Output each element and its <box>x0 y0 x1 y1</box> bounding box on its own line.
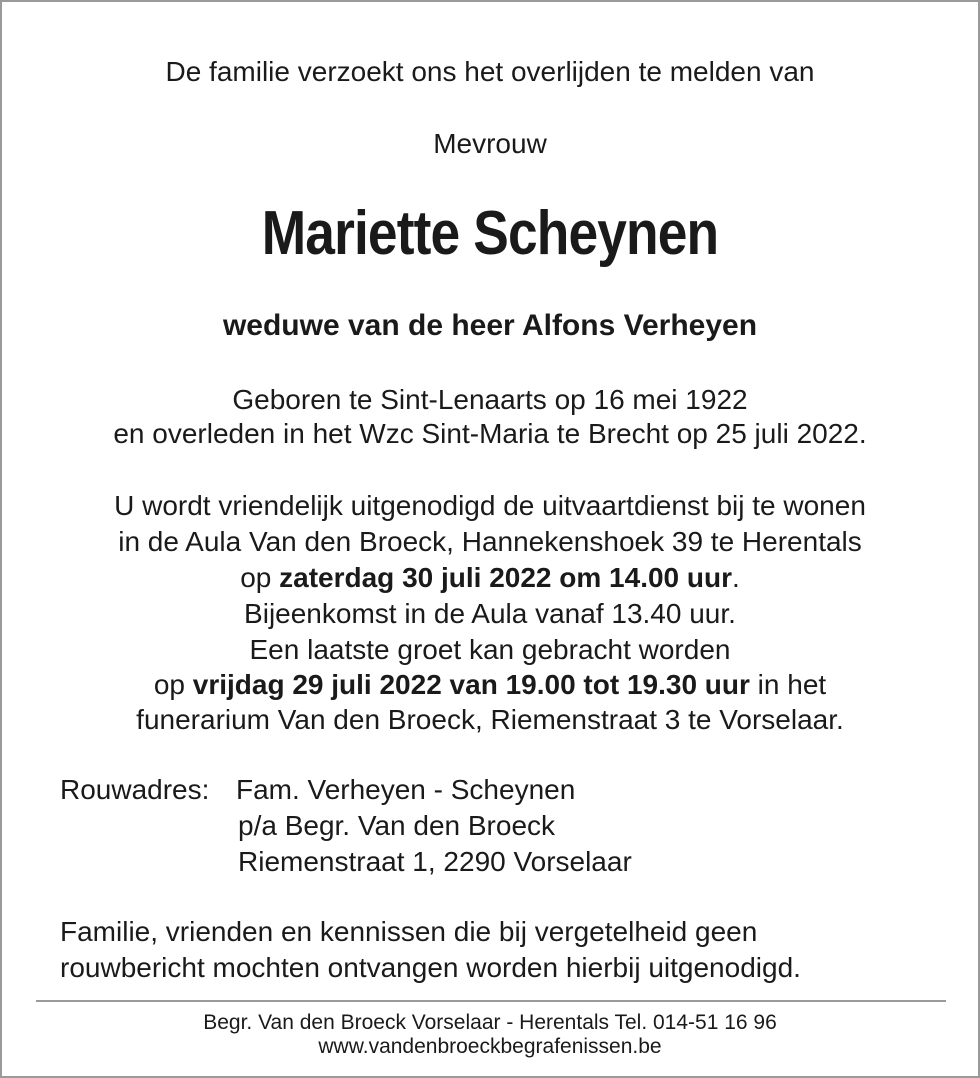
funeral-suffix: . <box>732 562 740 593</box>
farewell-line: Een laatste groet kan gebracht worden <box>249 634 731 665</box>
death-line: en overleden in het Wzc Sint-Maria te Brecht op 25 juli 2022. <box>113 418 867 449</box>
address-street: Riemenstraat 1, 2290 Vorselaar <box>238 846 632 877</box>
gathering-time: Bijeenkomst in de Aula vanaf 13.40 uur. <box>244 598 736 629</box>
deceased-name: Mariette Scheynen <box>261 199 719 268</box>
visitation-location: funerarium Van den Broeck, Riemenstraat 3 te Vorselaar. <box>136 704 844 735</box>
footer-contact: Begr. Van den Broeck Vorselaar - Herentals Tel. 014-51 16 96 <box>203 1011 777 1034</box>
funeral-prefix: op <box>240 562 280 593</box>
visitation-date-bold: vrijdag 29 juli 2022 van 19.00 tot 19.30 uur <box>192 669 750 700</box>
intro-text: De familie verzoekt ons het overlijden te melden van <box>165 56 815 87</box>
visitation-suffix: in het <box>749 669 827 700</box>
widow-of: weduwe van de heer Alfons Verheyen <box>222 309 758 342</box>
honorific: Mevrouw <box>433 128 547 159</box>
funeral-date-bold: zaterdag 30 juli 2022 om 14.00 uur <box>279 562 733 593</box>
address-label: Rouwadres: <box>60 774 210 805</box>
footer-website-link[interactable]: www.vandenbroeckbegrafenissen.be <box>318 1035 662 1058</box>
visitation-datetime <box>2 667 978 703</box>
birth-line: Geboren te Sint-Lenaarts op 16 mei 1922 <box>232 384 748 415</box>
funeral-datetime <box>2 560 978 596</box>
address-family: Fam. Verheyen - Scheynen <box>236 774 576 805</box>
visitation-prefix: op <box>153 669 193 700</box>
footer-divider <box>36 1000 946 1002</box>
invitation-line-1: U wordt vriendelijk uitgenodigd de uitvaartdienst bij te wonen <box>114 490 866 521</box>
notice-line-1: Familie, vrienden en kennissen die bij vergetelheid geen <box>60 916 758 947</box>
invitation-line-2: in de Aula Van den Broeck, Hannekenshoek 39 te Herentals <box>118 526 862 557</box>
notice-line-2: rouwbericht mochten ontvangen worden hierbij uitgenodigd. <box>60 952 801 983</box>
address-care-of: p/a Begr. Van den Broeck <box>238 810 556 841</box>
